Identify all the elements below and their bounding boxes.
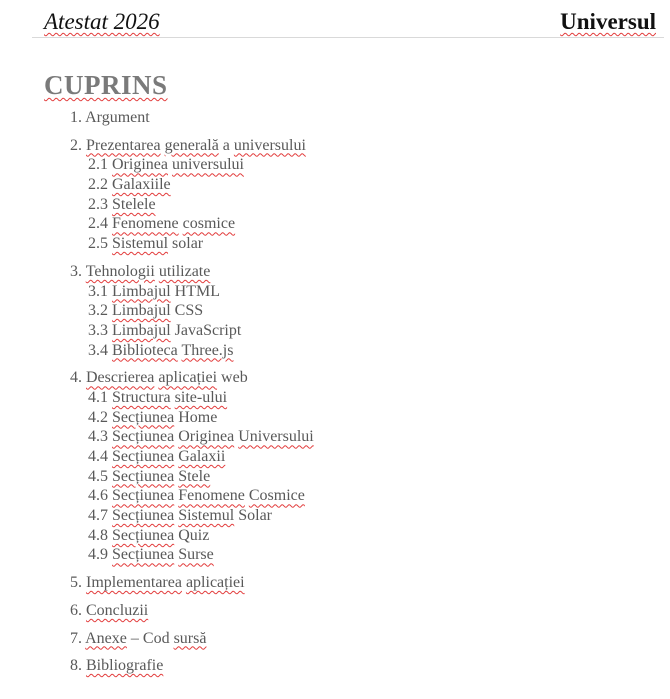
toc-subitem-word: HTML bbox=[174, 282, 220, 300]
toc-item-4-word: aplicației bbox=[158, 369, 218, 387]
toc-subitem-4-3[interactable] bbox=[70, 427, 630, 447]
toc-subitem-num: 3.1 bbox=[88, 282, 108, 300]
table-of-contents bbox=[70, 108, 630, 676]
toc-subitem-word: cosmice bbox=[182, 215, 236, 233]
toc-subitem-num: 4.8 bbox=[88, 526, 108, 544]
toc-subitem-word: site-ului bbox=[174, 388, 228, 406]
toc-subitem-word: Surse bbox=[178, 546, 214, 564]
toc-subitem-2-4[interactable] bbox=[70, 214, 630, 234]
toc-subitem-num: 4.4 bbox=[88, 448, 108, 465]
toc-subitem-word: Cosmice bbox=[248, 487, 305, 505]
toc-subitem-2-5[interactable] bbox=[70, 234, 630, 254]
toc-subitem-num: 3.4 bbox=[88, 341, 108, 359]
toc-item-8-num: 8. bbox=[70, 657, 82, 675]
toc-subitem-3-1[interactable] bbox=[70, 282, 630, 302]
toc-item-5-word: aplicației bbox=[185, 574, 245, 592]
toc-subitem-num: 2.2 bbox=[88, 176, 108, 194]
toc-subitem-4-2[interactable] bbox=[70, 408, 630, 428]
toc-subitem-word: Structura bbox=[112, 388, 171, 406]
toc-subitem-word: Biblioteca bbox=[112, 341, 178, 359]
toc-subitem-2-3[interactable] bbox=[70, 195, 630, 215]
toc-item-5-word: Implementarea bbox=[86, 574, 182, 592]
toc-item-2-word: Prezentarea bbox=[86, 136, 161, 154]
toc-item-7-word: sursă bbox=[173, 629, 207, 647]
toc-item-2-word: universului bbox=[233, 136, 306, 154]
toc-item-7-word: Anexe bbox=[85, 629, 127, 647]
toc-item-2-num: 2. bbox=[70, 136, 82, 154]
toc-item-8-word: Bibliografie bbox=[86, 657, 164, 675]
toc-subitem-num: 4.6 bbox=[88, 487, 108, 505]
toc-subitem-word: Solar bbox=[238, 507, 272, 525]
toc-item-2-word: a bbox=[222, 136, 230, 154]
toc-item-7-num: 7. bbox=[70, 629, 82, 647]
toc-subitem-4-8[interactable] bbox=[70, 526, 630, 546]
toc-subitem-word: JavaScript bbox=[174, 321, 242, 339]
toc-subitem-word: Secțiunea bbox=[112, 428, 175, 446]
toc-subitem-word: Stelele bbox=[112, 195, 156, 213]
toc-subitem-4-5[interactable] bbox=[70, 467, 630, 487]
toc-subitem-word: Secțiunea bbox=[112, 448, 175, 465]
header-left-text bbox=[44, 8, 160, 36]
toc-subitem-4-1[interactable] bbox=[70, 388, 630, 408]
toc-subitem-num: 2.3 bbox=[88, 195, 108, 213]
toc-item-8[interactable] bbox=[70, 656, 630, 676]
toc-subitem-4-9[interactable] bbox=[70, 545, 630, 565]
toc-subitem-word: Originea bbox=[112, 156, 168, 174]
toc-subitem-word: solar bbox=[172, 235, 204, 253]
toc-item-2[interactable] bbox=[70, 136, 630, 156]
toc-subitem-word: CSS bbox=[174, 302, 204, 320]
toc-subitem-word: universului bbox=[171, 156, 244, 174]
toc-subitem-word: Secțiunea bbox=[112, 467, 175, 485]
toc-item-3-word: Tehnologii bbox=[85, 262, 155, 280]
toc-subitem-word: Quiz bbox=[178, 526, 210, 544]
toc-subitem-num: 4.3 bbox=[88, 428, 108, 446]
toc-subitem-num: 4.9 bbox=[88, 546, 108, 564]
toc-subitem-word: Secțiunea bbox=[112, 507, 175, 525]
toc-subitem-3-4[interactable] bbox=[70, 341, 630, 361]
toc-item-1[interactable]: 1. Argument bbox=[70, 109, 150, 126]
header-left-word1: Atestat 2026 bbox=[44, 9, 160, 34]
toc-subitem-word: Secțiunea bbox=[112, 487, 175, 505]
toc-title: CUPRINS bbox=[44, 70, 168, 100]
toc-subitem-word: Originea bbox=[178, 428, 235, 446]
toc-subitem-word: Sistemul bbox=[112, 235, 169, 253]
toc-item-7-word: – Cod bbox=[130, 629, 170, 647]
toc-subitem-num: 2.4 bbox=[88, 215, 108, 233]
toc-subitem-num: 4.5 bbox=[88, 467, 108, 485]
toc-item-3[interactable] bbox=[70, 262, 630, 282]
toc-subitem-word: Galaxiile bbox=[112, 176, 171, 194]
toc-item-6-num: 6. bbox=[70, 601, 82, 619]
toc-subitem-2-1[interactable] bbox=[70, 155, 630, 175]
toc-subitem-word: Limbajul bbox=[112, 302, 171, 320]
toc-subitem-word: Galaxii bbox=[178, 448, 226, 465]
toc-subitem-word: Home bbox=[178, 408, 218, 426]
toc-subitem-word: Sistemul bbox=[178, 507, 235, 525]
page-header bbox=[0, 0, 670, 40]
toc-item-4[interactable] bbox=[70, 368, 630, 388]
toc-subitem-word: Secțiunea bbox=[112, 526, 175, 544]
toc-subitem-word: Fenomene bbox=[112, 215, 179, 233]
toc-subitem-4-7[interactable] bbox=[70, 506, 630, 526]
toc-subitem-word: Three.js bbox=[181, 341, 234, 359]
toc-subitem-word: Fenomene bbox=[178, 487, 245, 505]
toc-item-5-num: 5. bbox=[70, 574, 82, 592]
toc-subitem-num: 2.1 bbox=[88, 156, 108, 174]
toc-subitem-word: Limbajul bbox=[112, 321, 171, 339]
toc-item-4-num: 4. bbox=[70, 369, 82, 387]
toc-subitem-3-3[interactable] bbox=[70, 321, 630, 341]
header-right-text: Universul bbox=[560, 9, 656, 34]
toc-subitem-num: 2.5 bbox=[88, 235, 108, 253]
toc-subitem-num: 3.2 bbox=[88, 302, 108, 320]
toc-subitem-word: Universului bbox=[238, 428, 314, 446]
toc-item-4-word: web bbox=[221, 369, 248, 387]
toc-subitem-word: Secțiunea bbox=[112, 408, 175, 426]
header-divider bbox=[32, 37, 664, 38]
toc-subitem-num: 3.3 bbox=[88, 321, 108, 339]
toc-subitem-num: 4.7 bbox=[88, 507, 108, 525]
toc-subitem-num: 4.2 bbox=[88, 408, 108, 426]
toc-subitem-word: Stele bbox=[178, 467, 211, 485]
toc-item-2-word: generală bbox=[164, 136, 219, 154]
toc-item-3-word: utilizate bbox=[158, 262, 211, 280]
toc-subitem-4-6[interactable] bbox=[70, 486, 630, 506]
toc-item-7[interactable] bbox=[70, 629, 630, 649]
toc-subitem-4-4[interactable] bbox=[70, 447, 630, 467]
toc-subitem-num: 4.1 bbox=[88, 388, 108, 406]
toc-item-3-num: 3. bbox=[70, 262, 82, 280]
toc-item-4-word: Descrierea bbox=[86, 369, 155, 387]
toc-item-5[interactable] bbox=[70, 573, 630, 593]
toc-subitem-2-2[interactable] bbox=[70, 175, 630, 195]
toc-subitem-word: Secțiunea bbox=[112, 546, 175, 564]
toc-item-6[interactable] bbox=[70, 601, 630, 621]
toc-subitem-3-2[interactable] bbox=[70, 301, 630, 321]
toc-item-6-word: Concluzii bbox=[86, 601, 149, 619]
toc-subitem-word: Limbajul bbox=[112, 282, 171, 300]
